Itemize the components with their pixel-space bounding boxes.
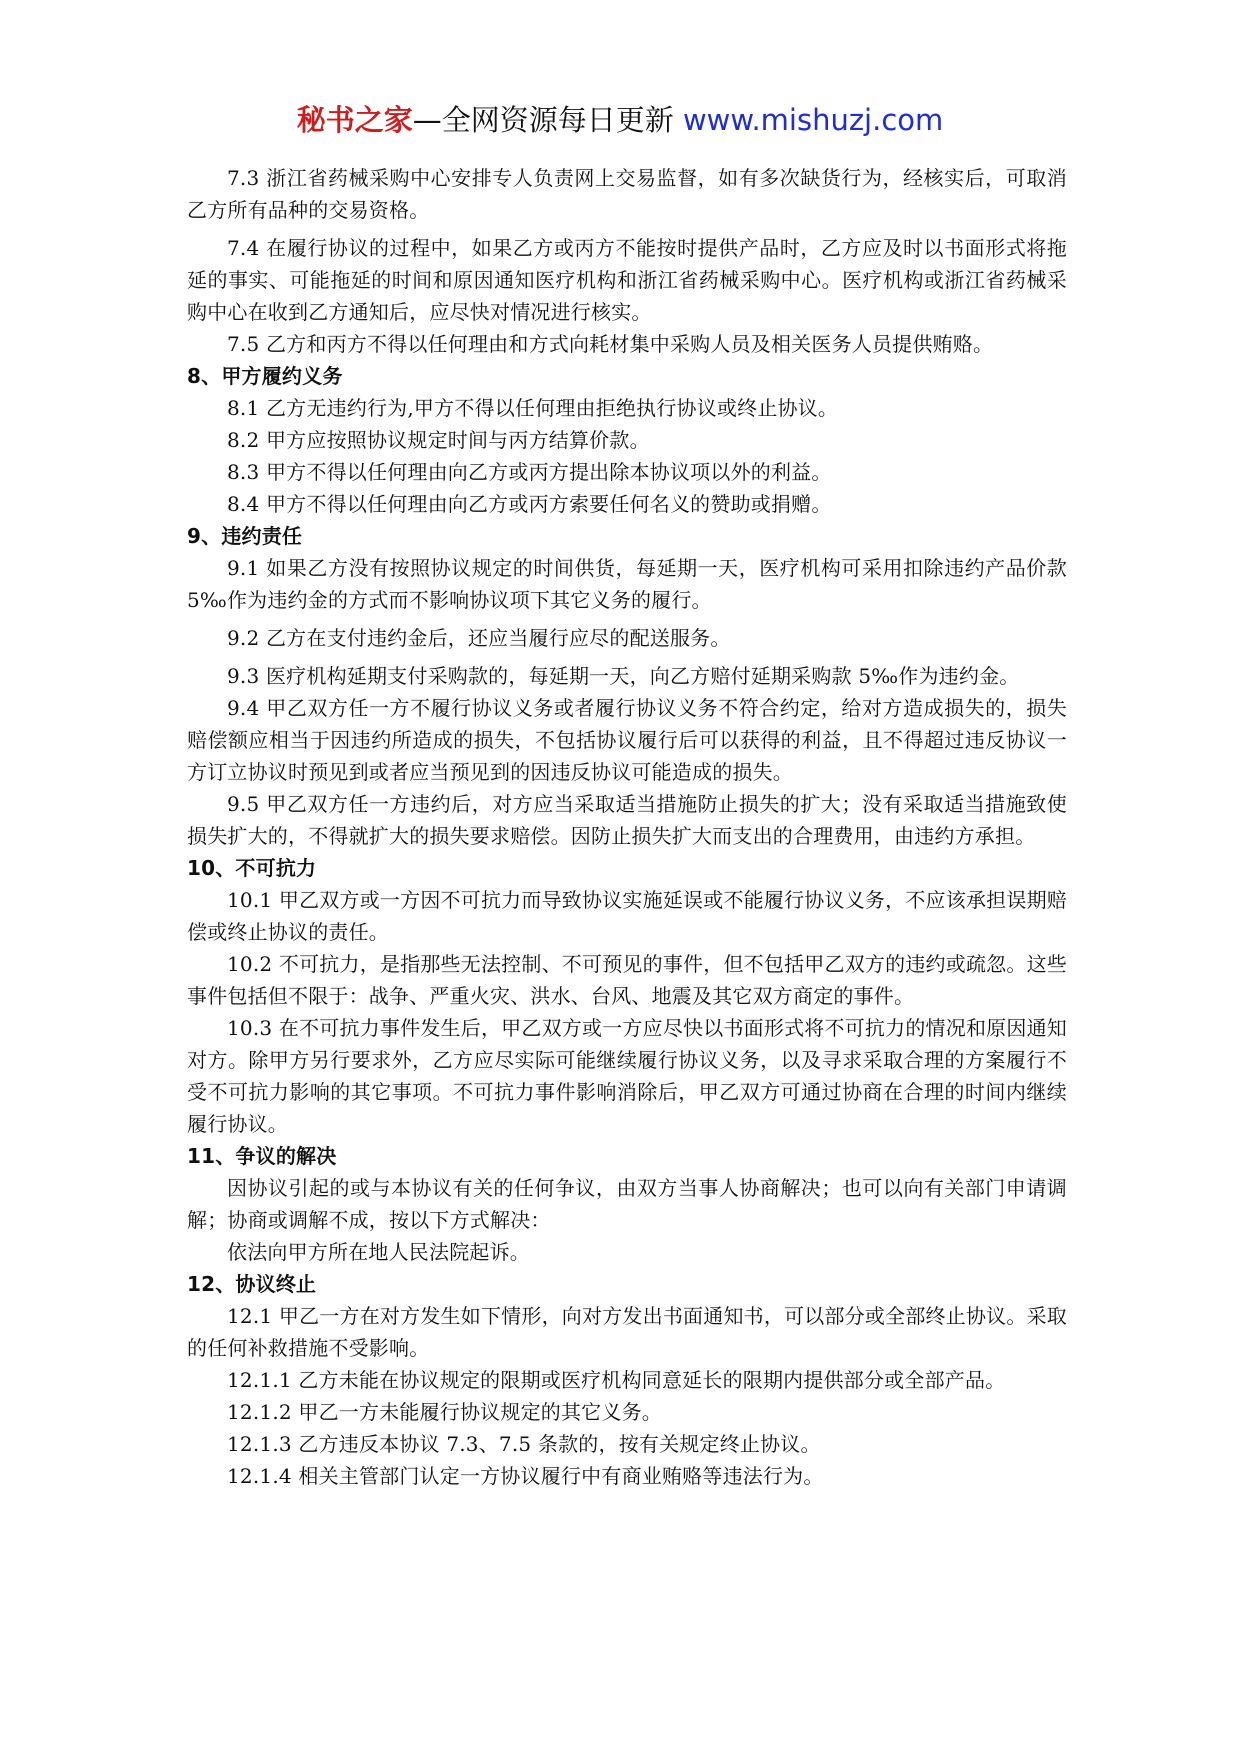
site-banner <box>0 100 1240 140</box>
dispute-paragraph: 因协议引起的或与本协议有关的任何争议，由双方当事人协商解决；也可以向有关部门申请调解；协商或调解不成，按以下方式解决： <box>187 1176 1067 1232</box>
clause-12-1-1: 12.1.1 乙方未能在协议规定的限期或医疗机构同意延长的限期内提供部分或全部产品。 <box>227 1368 1006 1392</box>
clause-8-2: 8.2 甲方应按照协议规定时间与丙方结算价款。 <box>227 428 650 452</box>
banner-tagline: —全网资源每日更新 <box>412 103 674 137</box>
clause-9-2: 9.2 乙方在支付违约金后，还应当履行应尽的配送服务。 <box>227 626 731 650</box>
section-heading-11: 11、争议的解决 <box>187 1144 337 1168</box>
dispute-resolution-method: 依法向甲方所在地人民法院起诉。 <box>227 1240 530 1264</box>
clause-10-2: 10.2 不可抗力，是指那些无法控制、不可预见的事件，但不包括甲乙双方的违约或疏忽。这些事件包括但不限于：战争、严重火灾、洪水、台风、地震及其它双方商定的事件。 <box>187 952 1067 1008</box>
clause-7-5: 7.5 乙方和丙方不得以任何理由和方式向耗材集中采购人员及相关医务人员提供贿赂。 <box>227 332 994 356</box>
document-body <box>187 162 1067 1492</box>
clause-12-1-2: 12.1.2 甲乙一方未能履行协议规定的其它义务。 <box>227 1400 662 1424</box>
clause-9-4: 9.4 甲乙双方任一方不履行协议义务或者履行协议义务不符合约定，给对方造成损失的，损失赔偿额应相当于因违约所造成的损失，不包括协议履行后可以获得的利益，且不得超过违反协议一方订立协议时预见到或者应当预见到的因违反协议可能造成的损失。 <box>187 696 1067 784</box>
section-heading-8: 8、甲方履约义务 <box>187 364 343 388</box>
site-url-link[interactable]: www.mishuzj.com <box>682 103 944 137</box>
clause-10-1: 10.1 甲乙双方或一方因不可抗力而导致协议实施延误或不能履行协议义务，不应该承担误期赔偿或终止协议的责任。 <box>187 888 1067 944</box>
clause-7-3: 7.3 浙江省药械采购中心安排专人负责网上交易监督，如有多次缺货行为，经核实后，可取消乙方所有品种的交易资格。 <box>187 166 1067 222</box>
section-heading-12: 12、协议终止 <box>187 1272 317 1296</box>
clause-7-4: 7.4 在履行协议的过程中，如果乙方或丙方不能按时提供产品时，乙方应及时以书面形式将拖延的事实、可能拖延的时间和原因通知医疗机构和浙江省药械采购中心。医疗机构或浙江省药械采购中心在收到乙方通知后，应尽快对情况进行核实。 <box>187 236 1067 324</box>
clause-12-1: 12.1 甲乙一方在对方发生如下情形，向对方发出书面通知书，可以部分或全部终止协议。采取的任何补救措施不受影响。 <box>187 1304 1067 1360</box>
clause-8-3: 8.3 甲方不得以任何理由向乙方或丙方提出除本协议项以外的利益。 <box>227 460 832 484</box>
section-heading-10: 10、不可抗力 <box>187 856 317 880</box>
clause-9-5: 9.5 甲乙双方任一方违约后，对方应当采取适当措施防止损失的扩大；没有采取适当措施致使损失扩大的，不得就扩大的损失要求赔偿。因防止损失扩大而支出的合理费用，由违约方承担。 <box>187 792 1067 848</box>
clause-9-3: 9.3 医疗机构延期支付采购款的，每延期一天，向乙方赔付延期采购款 5‰作为违约金。 <box>227 664 1020 688</box>
clause-8-4: 8.4 甲方不得以任何理由向乙方或丙方索要任何名义的赞助或捐赠。 <box>227 492 832 516</box>
clause-9-1: 9.1 如果乙方没有按照协议规定的时间供货，每延期一天，医疗机构可采用扣除违约产品价款 5‰作为违约金的方式而不影响协议项下其它义务的履行。 <box>187 556 1067 612</box>
clause-12-1-4: 12.1.4 相关主管部门认定一方协议履行中有商业贿赂等违法行为。 <box>227 1464 824 1488</box>
clause-8-1: 8.1 乙方无违约行为,甲方不得以任何理由拒绝执行协议或终止协议。 <box>227 396 839 420</box>
section-heading-9: 9、违约责任 <box>187 524 303 548</box>
clause-10-3: 10.3 在不可抗力事件发生后，甲乙双方或一方应尽快以书面形式将不可抗力的情况和原因通知对方。除甲方另行要求外，乙方应尽实际可能继续履行协议义务，以及寻求采取合理的方案履行不受不可抗力影响的其它事项。不可抗力事件影响消除后，甲乙双方可通过协商在合理的时间内继续履行协议。 <box>187 1016 1067 1136</box>
clause-12-1-3: 12.1.3 乙方违反本协议 7.3、7.5 条款的，按有关规定终止协议。 <box>227 1432 821 1456</box>
brand-name: 秘书之家 <box>296 103 413 137</box>
